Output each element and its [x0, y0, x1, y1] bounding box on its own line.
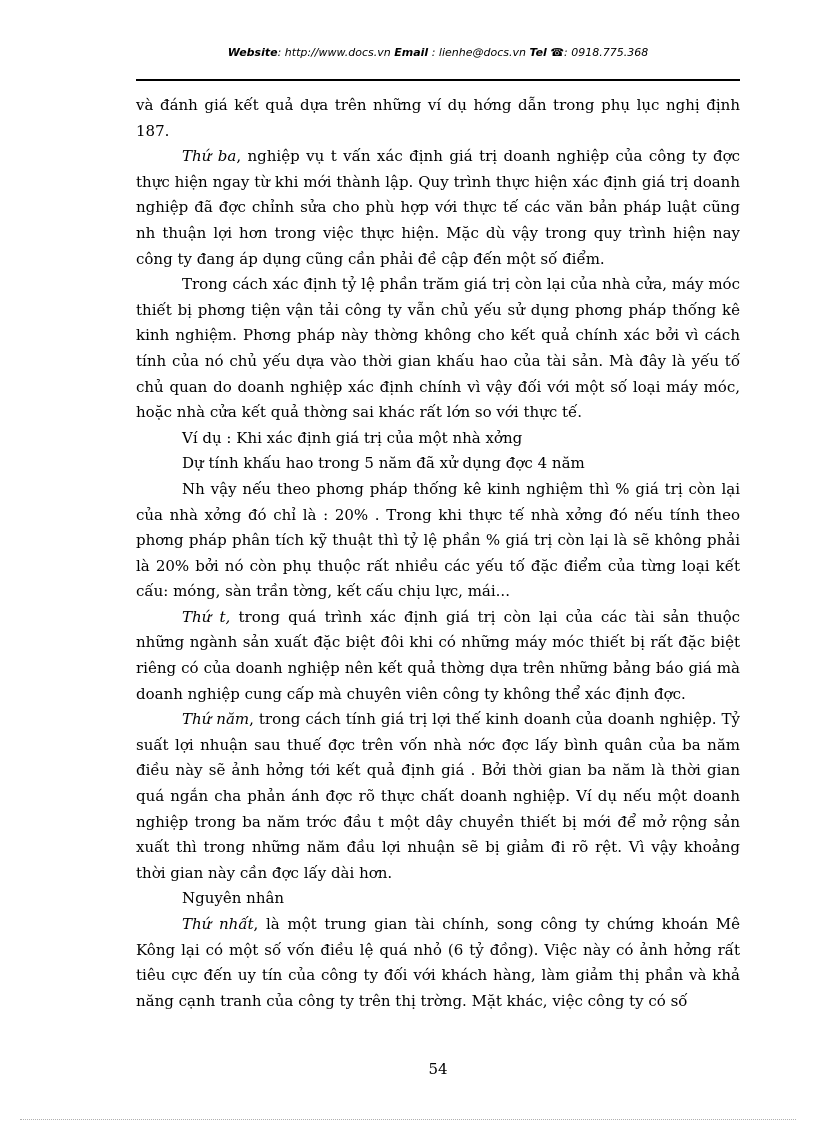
paragraph-lead: Thứ nhất	[182, 915, 254, 933]
document-body	[136, 93, 740, 1014]
page-number: 54	[428, 1060, 448, 1078]
paragraph	[136, 707, 740, 886]
header-divider	[136, 79, 740, 81]
email-label: Email	[394, 46, 429, 59]
email-address: : lienhe@docs.vn	[428, 46, 530, 59]
paragraph-text: , trong cách tính giá trị lợi thế kinh doanh của doanh nghiệp. Tỷ suất lợi nhuận sau thuế đợc trên vốn nhà nớc đợc lấy bình quân của ba năm điều này sẽ ảnh hởng tới kết quả định giá . Bởi thời gian ba năm là thời gian quá ngắn cha phản ánh đợc rõ thực chất doanh nghiệp. Ví dụ nếu một doanh nghiệp trong ba năm trớc đầu t một dây chuyền thiết bị mới để mở rộng sản xuất thì trong những năm đầu lợi nhuận sẽ bị giảm đi rõ rệt. Vì vậy khoảng thời gian này cần đợc lấy dài hơn.	[136, 710, 740, 882]
paragraph-lead: Thứ ba	[182, 147, 237, 166]
tel-label: Tel	[529, 46, 547, 59]
section-heading: Nguyên nhân	[182, 889, 285, 908]
paragraph-text: , nghiệp vụ t vấn xác định giá trị doanh nghiệp của công ty đợc thực hiện ngay từ khi mới thành lập. Quy trình thực hiện xác định giá trị doanh nghiệp đã đợc chỉnh sửa cho phù hợp với thực tế các văn bản pháp luật cũng nh thuận lợi hơn trong việc thực hiện. Mặc dù vậy trong quy trình hiện nay công ty đang áp dụng cũng cần phải đề cập đến một số điểm.	[136, 147, 741, 268]
paragraph: Trong cách xác định tỷ lệ phần trăm giá trị còn lại của nhà cửa, máy móc thiết bị phơng tiện vận tải công ty vẫn chủ yếu sử dụng phơng pháp thống kê kinh nghiệm. Phơng pháp này thờng không cho kết quả chính xác bởi vì cách tính của nó chủ yếu dựa vào thời gian khấu hao của tài sản. Mà đây là yếu tố chủ quan do doanh nghiệp xác định chính vì vậy đối với một số loại máy móc, hoặc nhà cửa kết quả thờng sai khác rất lớn so với thực tế.	[136, 275, 740, 422]
phone-icon: ☎	[550, 46, 565, 59]
paragraph: và đánh giá kết quả dựa trên những ví dụ hớng dẫn trong phụ lục nghị định 187.	[136, 96, 740, 140]
paragraph-lead: Thứ t,	[182, 607, 231, 626]
page-bottom-border	[20, 1119, 796, 1120]
website-url: : http://www.docs.vn	[277, 46, 395, 59]
tel-number: : 0918.775.368	[564, 46, 649, 59]
paragraph	[136, 605, 740, 707]
paragraph: Dự tính khấu hao trong 5 năm đã xử dụng đợc 4 năm	[182, 454, 585, 473]
paragraph	[136, 912, 740, 1014]
paragraph: Nh vậy nếu theo phơng pháp thống kê kinh nghiệm thì % giá trị còn lại của nhà xởng đó chỉ là : 20% . Trong khi thực tế nhà xởng đó nếu tính theo phơng pháp phân tích kỹ thuật thì tỷ lệ phần % giá trị còn lại là sẽ không phải là 20% bởi nó còn phụ thuộc rất nhiều các yếu tố đặc điểm của từng loại kết cấu: móng, sàn trần tờng, kết cấu chịu lực, mái...	[136, 479, 740, 601]
paragraph	[136, 144, 740, 272]
website-label: Website	[227, 46, 278, 59]
paragraph-lead: Thứ năm	[182, 710, 250, 729]
paragraph-text: trong quá trình xác định giá trị còn lại của các tài sản thuộc những ngành sản xuất đặc biệt đôi khi có những máy móc thiết bị rất đặc biệt riêng có của doanh nghiệp nên kết quả thờng dựa trên những bảng báo giá mà doanh nghiệp cung cấp mà chuyên viên công ty không thể xác định đợc.	[136, 607, 741, 703]
paragraph-text: , là một trung gian tài chính, song công ty chứng khoán Mê Kông lại có một số vốn điều lệ quá nhỏ (6 tỷ đồng). Việc này có ảnh hởng rất tiêu cực đến uy tín của công ty đối với khách hàng, làm giảm thị phần và khả năng cạnh tranh của công ty trên thị trờng. Mặt khác, việc công ty có số	[136, 915, 741, 1010]
page-header	[136, 46, 740, 59]
paragraph: Ví dụ : Khi xác định giá trị của một nhà xởng	[182, 428, 523, 447]
